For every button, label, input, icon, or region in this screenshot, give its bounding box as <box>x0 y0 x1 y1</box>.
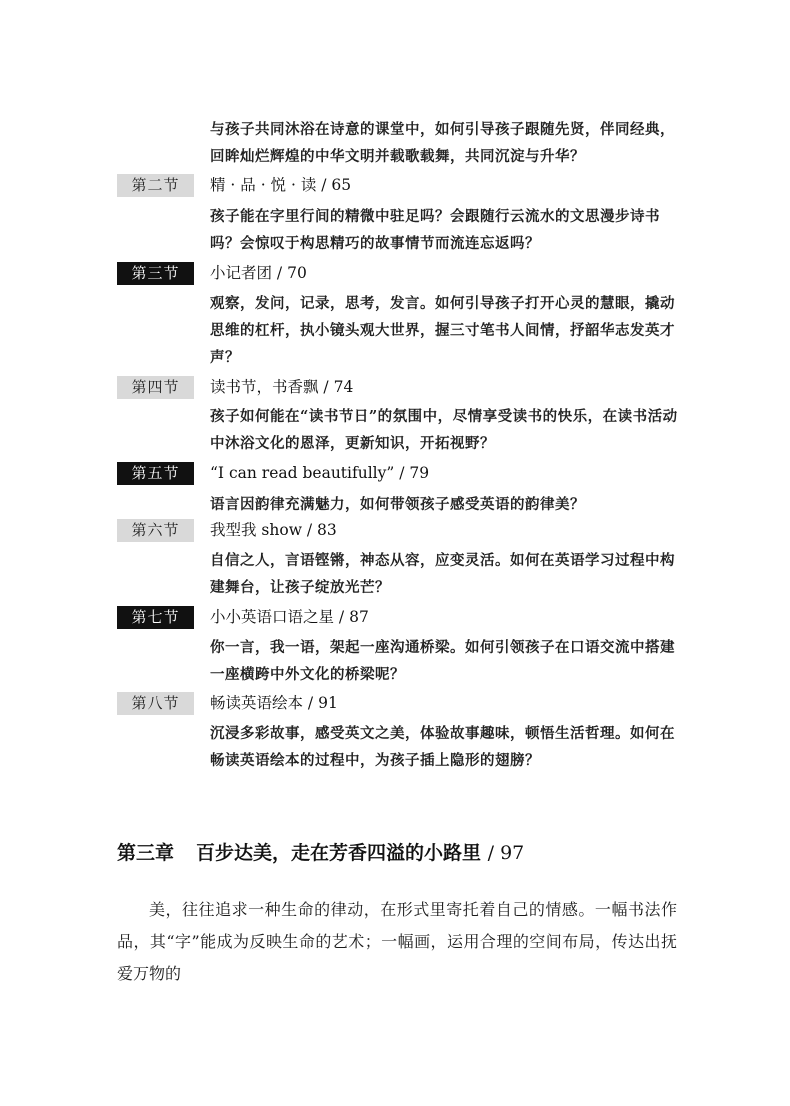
section-description-6: 自信之人，言语铿锵，神态从容，应变灵活。如何在英语学习过程中构建舞台，让孩子绽放光芒？ <box>210 552 675 596</box>
section-description-5: 语言因韵律充满魅力，如何带领孩子感受英语的韵律美？ <box>210 496 585 513</box>
intro-description: 与孩子共同沐浴在诗意的课堂中，如何引导孩子跟随先贤，伴同经典，回眸灿烂辉煌的中华文明并载歌载舞，共同沉淀与升华？ <box>210 121 675 165</box>
section-label-2: 第二节 <box>117 174 194 197</box>
body-paragraph: 美，往往追求一种生命的律动，在形式里寄托着自己的情感。一幅书法作品，其“字”能成为反映生命的艺术；一幅画，运用合理的空间布局，传达出抚爱万物的 <box>117 900 677 983</box>
section-label-4: 第四节 <box>117 376 194 399</box>
section-label-7: 第七节 <box>117 606 194 629</box>
section-title-3[interactable]: 小记者团 / 70 <box>210 264 307 282</box>
section-label-8: 第八节 <box>117 692 194 715</box>
section-title-7[interactable]: 小小英语口语之星 / 87 <box>210 608 369 626</box>
section-title-8[interactable]: 畅读英语绘本 / 91 <box>210 694 338 712</box>
chapter-heading[interactable] <box>117 838 524 865</box>
section-title-6[interactable]: 我型我 show / 83 <box>210 521 337 539</box>
section-description-4: 孩子如何能在“读书节日”的氛围中，尽情享受读书的快乐，在读书活动中沐浴文化的恩泽，更新知识，开拓视野？ <box>210 408 678 452</box>
section-description-2: 孩子能在字里行间的精微中驻足吗？会跟随行云流水的文思漫步诗书吗？会惊叹于构思精巧的故事情节而流连忘返吗？ <box>210 208 660 252</box>
section-title-2[interactable]: 精 · 品 · 悦 · 读 / 65 <box>210 176 352 194</box>
section-description-7: 你一言，我一语，架起一座沟通桥梁。如何引领孩子在口语交流中搭建一座横跨中外文化的桥梁呢？ <box>210 639 675 683</box>
section-title-5[interactable]: “I can read beautifully” / 79 <box>210 464 430 482</box>
section-title-4[interactable]: 读书节，书香飘 / 74 <box>210 378 354 396</box>
section-description-3: 观察，发问，记录，思考，发言。如何引导孩子打开心灵的慧眼，撬动思维的杠杆，执小镜头观大世界，握三寸笔书人间情，抒韶华志发英才声？ <box>210 295 675 366</box>
section-description-8: 沉浸多彩故事，感受英文之美，体验故事趣味，顿悟生活哲理。如何在畅读英语绘本的过程中，为孩子插上隐形的翅膀？ <box>210 725 675 769</box>
section-label-6: 第六节 <box>117 519 194 542</box>
chapter-number: 第三章 <box>117 842 175 864</box>
chapter-title: 百步达美，走在芳香四溢的小路里 <box>196 842 482 864</box>
section-label-5: 第五节 <box>117 462 194 485</box>
chapter-page-ref: / 97 <box>487 842 525 864</box>
section-label-3: 第三节 <box>117 262 194 285</box>
